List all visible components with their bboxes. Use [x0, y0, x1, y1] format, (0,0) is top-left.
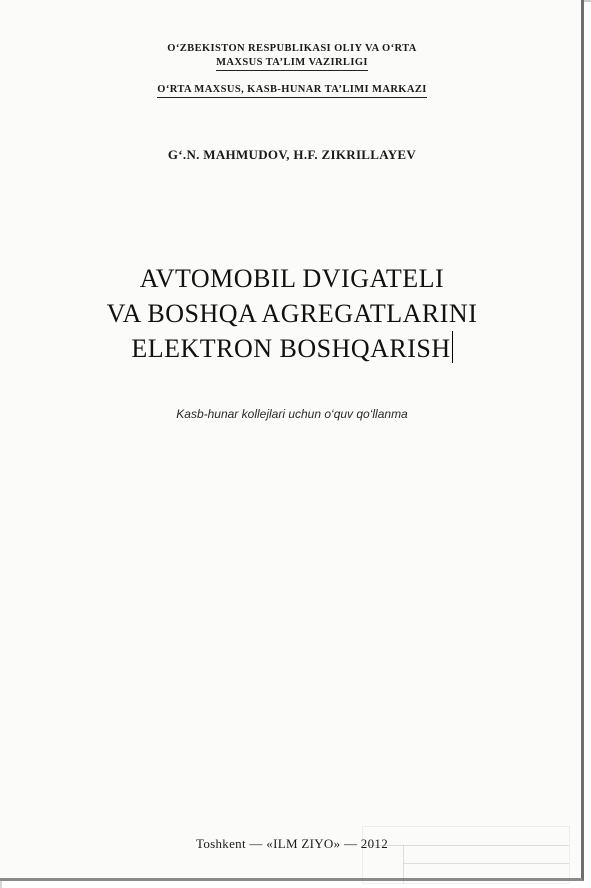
ministry-line-2: MAXSUS TA’LIM VAZIRLIGI	[216, 57, 368, 71]
text-cursor	[452, 331, 453, 363]
ministry-heading	[0, 42, 584, 71]
ministry-line-1: O‘ZBEKISTON RESPUBLIKASI OLIY VA O‘RTA	[167, 43, 417, 54]
authors: G‘.N. MAHMUDOV, H.F. ZIKRILLAYEV	[167, 147, 417, 162]
book-subtitle: Kasb-hunar kollejlari uchun o‘quv qo‘llanma	[176, 407, 408, 421]
title-line-2: VA BOSHQA AGREGATLARINI	[106, 299, 478, 328]
center-heading	[0, 84, 584, 98]
library-stamp	[362, 826, 570, 884]
title-line-3: ELEKTRON BOSHQARISH	[131, 334, 451, 363]
center-name-text: O‘RTA MAXSUS, KASB-HUNAR TA’LIMI MARKAZI	[157, 84, 427, 98]
title-line-3-wrap	[0, 331, 584, 366]
book-title	[0, 261, 584, 366]
title-line-1: AVTOMOBIL DVIGATELI	[139, 264, 445, 293]
imprint: Toshkent — «ILM ZIYO» — 2012	[196, 836, 388, 851]
